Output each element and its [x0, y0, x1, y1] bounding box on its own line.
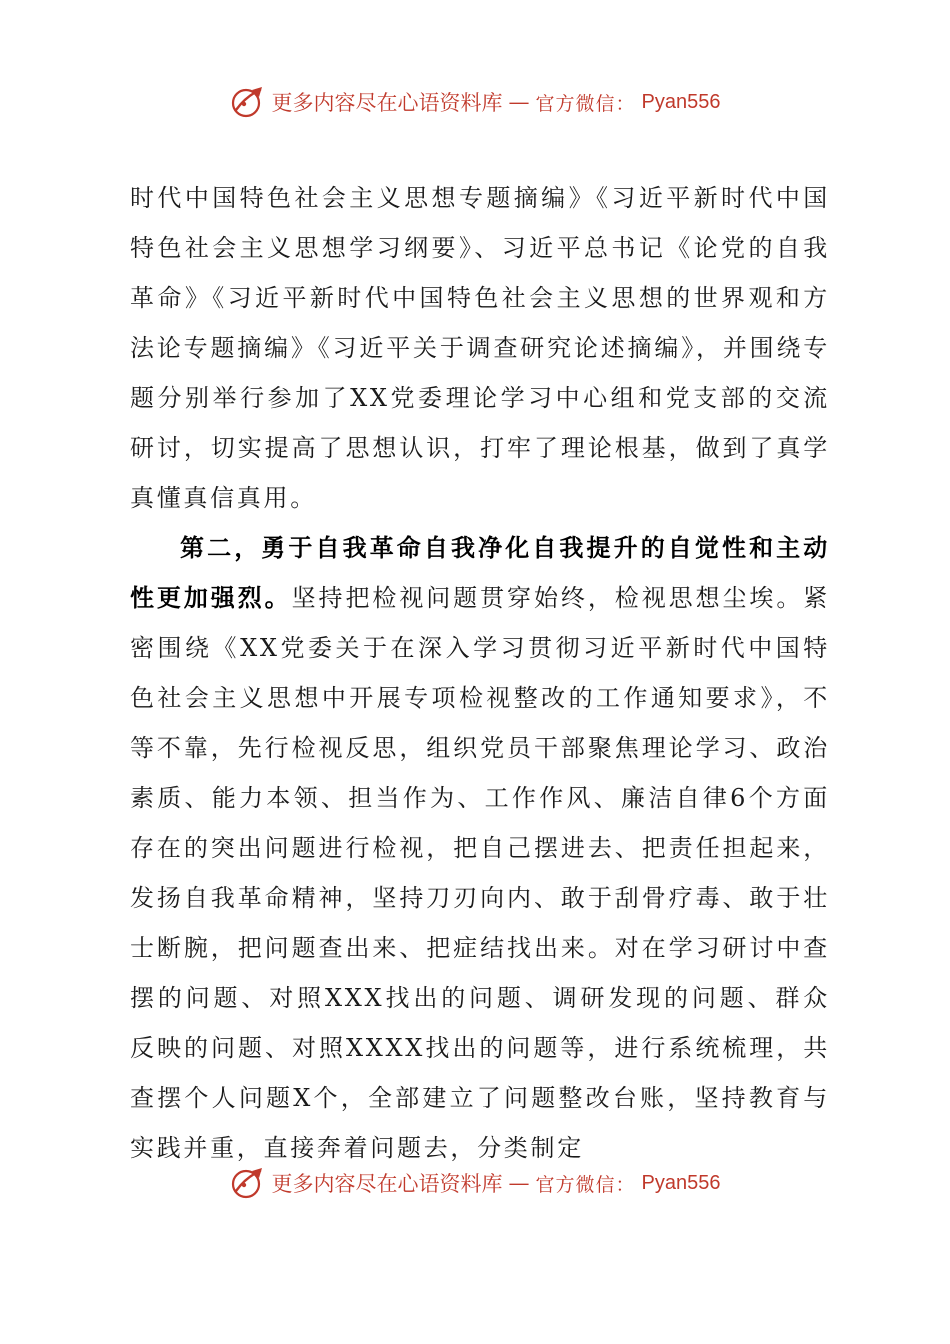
footer-banner [0, 1163, 950, 1203]
banner-main-text: 更多内容尽在心语资料库 [271, 91, 503, 115]
pen-logo-icon [230, 84, 266, 120]
paragraph-second-point [130, 523, 830, 1173]
banner-wechat-label: 官方微信： [535, 1173, 636, 1196]
pen-logo-icon [230, 1165, 266, 1201]
paragraph-continuation: 时代中国特色社会主义思想专题摘编》《习近平新时代中国特色社会主义思想学习纲要》、习近平总书记《论党的自我革命》《习近平新时代中国特色社会主义思想的世界观和方法论专题摘编》《习近平关于调查研究论述摘编》，并围绕专题分别举行参加了XX党委理论学习中心组和党支部的交流研讨，切实提高了思想认识，打牢了理论根基，做到了真学真懂真信真用。 [130, 184, 830, 512]
header-banner [0, 82, 950, 122]
banner-separator: — [508, 1171, 530, 1195]
paragraph-text: 坚持把检视问题贯穿始终，检视思想尘埃。紧密围绕《XX党委关于在深入学习贯彻习近平新时代中国特色社会主义思想中开展专项检视整改的工作通知要求》，不等不靠，先行检视反思，组织党员干部聚焦理论学习、政治素质、能力本领、担当作为、工作作风、廉洁自律6个方面存在的突出问题进行检视，把自己摆进去、把责任担起来，发扬自我革命精神，坚持刀刃向内、敢于刮骨疗毒、敢于壮士断腕，把问题查出来、把症结找出来。对在学习研讨中查摆的问题、对照XXX找出的问题、调研发现的问题、群众反映的问题、对照XXXX找出的问题等，进行系统梳理，共查摆个人问题X个，全部建立了问题整改台账，坚持教育与实践并重，直接奔着问题去，分类制定 [130, 584, 830, 1162]
banner-wechat-handle: Pyan556 [641, 90, 721, 113]
paragraph-heading: 第二，勇于自我革命自我净化自我提升的自觉性和主动性更加强烈。 [130, 533, 830, 612]
banner-wechat-handle: Pyan556 [641, 1171, 721, 1194]
banner-main-text: 更多内容尽在心语资料库 [271, 1172, 503, 1196]
banner-separator: — [508, 90, 530, 114]
document-body [130, 173, 830, 1173]
banner-wechat-label: 官方微信： [535, 92, 636, 115]
